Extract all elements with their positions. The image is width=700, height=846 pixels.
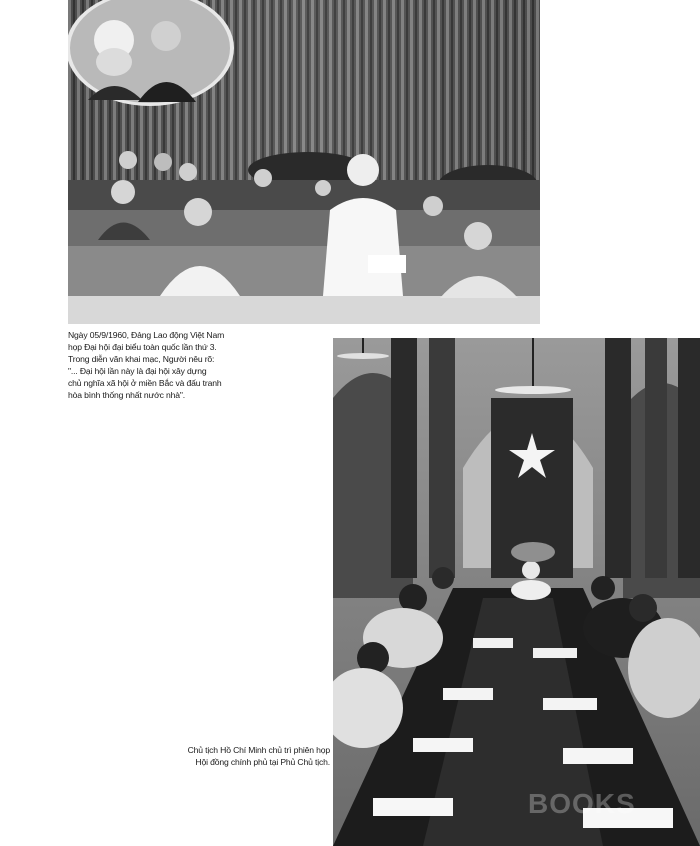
congress-photo bbox=[68, 0, 540, 324]
caption-line: Trong diễn văn khai mạc, Người nêu rõ: bbox=[68, 354, 215, 365]
caption-line: hòa bình thống nhất nước nhà". bbox=[68, 390, 185, 401]
congress-caption bbox=[68, 329, 238, 402]
council-meeting-photo bbox=[333, 338, 700, 846]
publisher-watermark: BOOKS bbox=[528, 788, 636, 819]
caption-line: họp Đại hội đại biểu toàn quốc lần thứ 3. bbox=[68, 342, 217, 353]
caption-line: chủ nghĩa xã hội ở miền Bắc và đấu tranh bbox=[68, 378, 222, 389]
caption-line: "... Đại hội lần này là đại hội xây dựng bbox=[68, 366, 207, 377]
caption-line: Hội đồng chính phủ tại Phủ Chủ tịch. bbox=[195, 757, 330, 768]
council-caption bbox=[150, 744, 330, 768]
caption-line: Chủ tịch Hồ Chí Minh chủ trì phiên họp bbox=[187, 745, 330, 755]
caption-line: Ngày 05/9/1960, Đảng Lao động Việt Nam bbox=[68, 330, 225, 340]
